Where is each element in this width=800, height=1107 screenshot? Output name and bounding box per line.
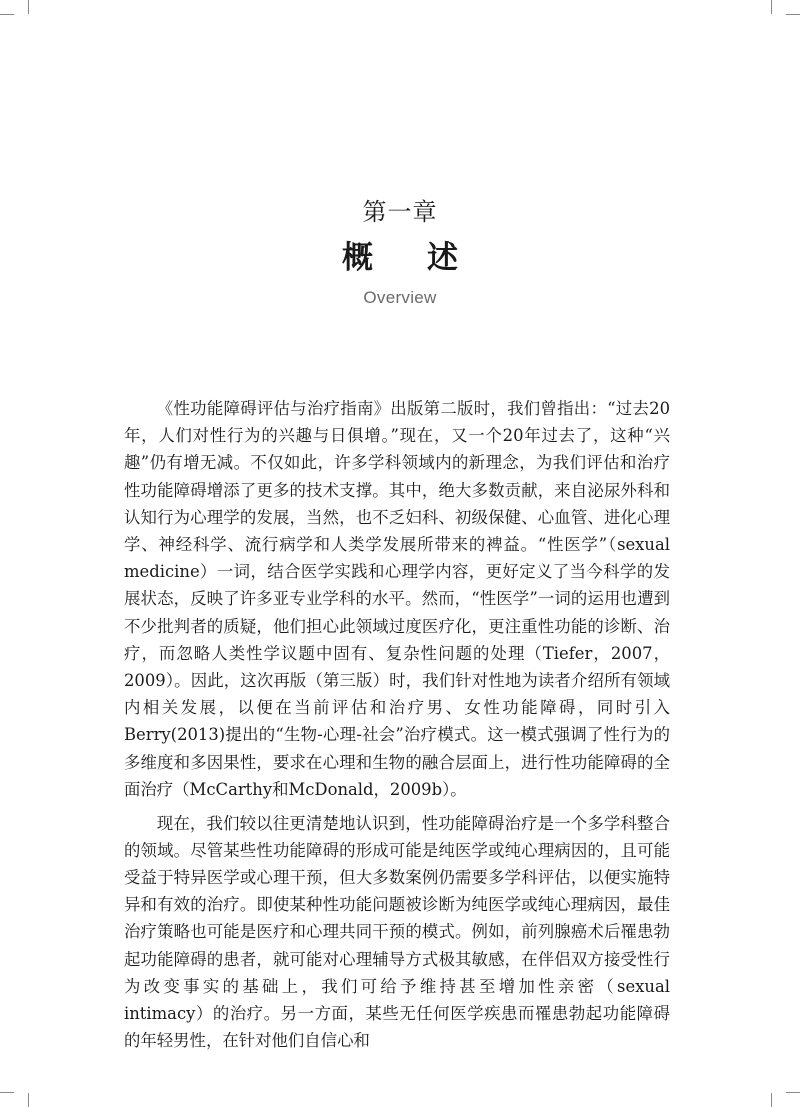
chapter-number: 第一章 <box>362 198 438 226</box>
chapter-title: 概述 <box>342 240 512 276</box>
crop-mark-top-left-v <box>28 0 29 14</box>
paragraph: 现在，我们较以往更清楚地认识到，性功能障碍治疗是一个多学科整合的领域。尽管某些性功能障碍的形成可能是纯医学或纯心理病因的，且可能受益于特异医学或心理干预，但大多数案例仍需要多学科评估，以便实施特异和有效的治疗。即使某种性功能问题被诊断为纯医学或纯心理病因，最佳治疗策略也可能是医疗和心理共同干预的模式。例如，前列腺癌术后罹患勃起功能障碍的患者，就可能对心理辅导方式极其敏感，在伴侣双方接受性行为改变事实的基础上，我们可给予维持甚至增加性亲密（sexual intimacy）的治疗。另一方面，某些无任何医学疾患而罹患勃起功能障碍的年轻男性，在针对他们自信心和 <box>124 813 670 1051</box>
crop-mark-top-left-h <box>0 14 14 15</box>
crop-mark-bottom-left-v <box>28 1093 29 1107</box>
body-text <box>124 395 670 1061</box>
crop-mark-bottom-right-h <box>786 1092 800 1093</box>
crop-mark-top-right-h <box>786 14 800 15</box>
paragraph: 《性功能障碍评估与治疗指南》出版第二版时，我们曾指出：“过去20年，人们对性行为的兴趣与日俱增。”现在，又一个20年过去了，这种“兴趣”仍有增无减。不仅如此，许多学科领域内的新理念，为我们评估和治疗性功能障碍增添了更多的技术支撑。其中，绝大多数贡献，来自泌尿外科和认知行为心理学的发展，当然，也不乏妇科、初级保健、心血管、进化心理学、神经科学、流行病学和人类学发展所带来的裨益。“性医学”（sexual medicine）一词，结合医学实践和心理学内容，更好定义了当今科学的发展状态，反映了许多亚专业学科的水平。然而，“性医学”一词的运用也遭到不少批判者的质疑，他们担心此领域过度医疗化，更注重性功能的诊断、治疗，而忽略人类性学议题中固有、复杂性问题的处理（Tiefer，2007，2009）。因此，这次再版（第三版）时，我们针对性地为读者介绍所有领域内相关发展，以便在当前评估和治疗男、女性功能障碍，同时引入Berry(2013)提出的“生物-心理-社会”治疗模式。这一模式强调了性行为的多维度和多因果性，要求在心理和生物的融合层面上，进行性功能障碍的全面治疗（McCarthy和McDonald，2009b）。 <box>124 399 670 799</box>
crop-mark-bottom-right-v <box>771 1093 772 1107</box>
crop-mark-bottom-left-h <box>0 1092 14 1093</box>
chapter-subtitle-english: Overview <box>363 288 437 307</box>
crop-mark-top-right-v <box>771 0 772 14</box>
